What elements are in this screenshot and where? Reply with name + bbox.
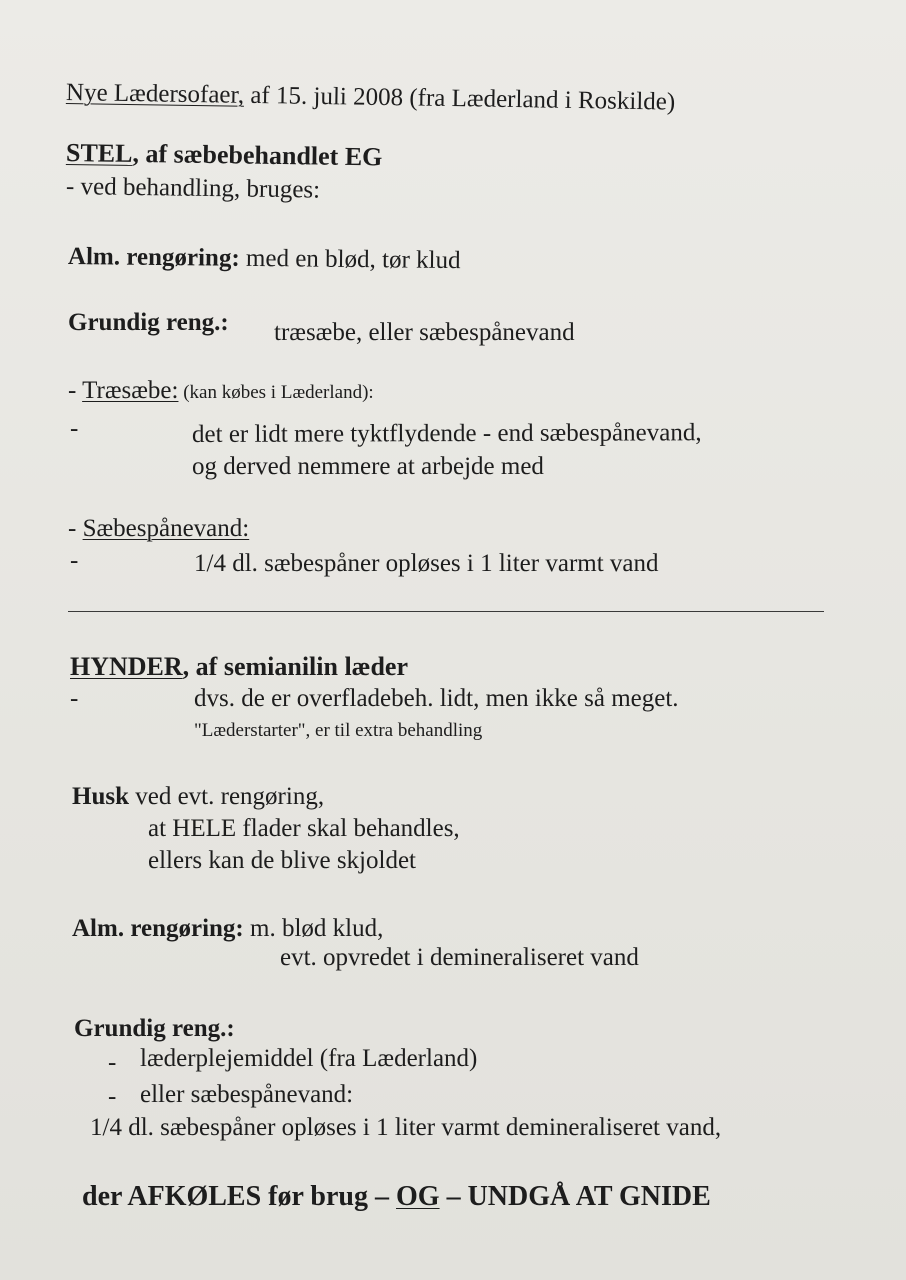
- hynder-heading-rest: , af semianilin læder: [182, 652, 409, 681]
- hynder-husk: [72, 782, 324, 812]
- hynder-alm-label: Alm. rengøring:: [72, 915, 244, 942]
- stel-traesaebe-label: Træsæbe:: [82, 377, 179, 404]
- stel-traesaebe-note: (kan købes i Læderland):: [178, 382, 374, 403]
- stel-saebespaanevand: [68, 514, 249, 544]
- hynder-husk-text: ved evt. rengøring,: [128, 783, 325, 810]
- stel-traesaebe-line1: det er lidt mere tyktflydende - end sæbespånevand,: [191, 419, 702, 448]
- header-title: Nye Lædersofaer,: [65, 79, 245, 109]
- stel-heading: [66, 138, 383, 172]
- hynder-line1: dvs. de er overfladebeh. lidt, men ikke så meget.: [194, 685, 679, 712]
- footer-warning-part1: der AFKØLES før brug –: [82, 1181, 397, 1212]
- stel-spaane-line: 1/4 dl. sæbespåner opløses i 1 liter varmt vand: [194, 550, 659, 577]
- hynder-alm-rengoring: [72, 914, 383, 944]
- stel-traesaebe-dash: -: [68, 377, 83, 404]
- stel-spaane-line-dash: -: [70, 547, 79, 574]
- hynder-line1-dash: -: [70, 685, 79, 712]
- stel-grundig-reng: [68, 308, 229, 338]
- hynder-alm-text: m. blød klud,: [243, 915, 384, 942]
- stel-spaane-dash: -: [68, 515, 83, 542]
- section-divider: [68, 611, 824, 612]
- stel-alm-rengoring: [68, 242, 461, 276]
- hynder-grundig-item1-dash: -: [108, 1049, 117, 1076]
- stel-grundig-label: Grundig reng.:: [68, 309, 229, 336]
- stel-grundig-text: træsæbe, eller sæbespånevand: [274, 319, 575, 346]
- header-date-source: af 15. juli 2008 (fra Læderland i Roskilde): [243, 81, 676, 116]
- stel-heading-label: STEL: [65, 138, 133, 168]
- hynder-husk-line2: at HELE flader skal behandles,: [148, 815, 460, 842]
- stel-heading-rest: , af sæbebehandlet EG: [132, 138, 383, 172]
- hynder-grundig-item1: læderplejemiddel (fra Læderland): [140, 1045, 478, 1072]
- hynder-alm-line2: evt. opvredet i demineraliseret vand: [280, 944, 639, 971]
- stel-traesaebe: [68, 376, 374, 408]
- hynder-grundig-label: Grundig reng.:: [74, 1015, 235, 1042]
- stel-alm-label: Alm. rengøring:: [67, 243, 240, 272]
- hynder-grundig-item2-dash: -: [108, 1083, 117, 1110]
- hynder-grundig-reng: [74, 1014, 235, 1044]
- footer-warning: [82, 1182, 711, 1212]
- hynder-grundig-line3: 1/4 dl. sæbespåner opløses i 1 liter varmt demineraliseret vand,: [90, 1114, 722, 1141]
- hynder-grundig-item2: eller sæbespånevand:: [140, 1081, 354, 1108]
- hynder-heading-label: HYNDER: [70, 652, 183, 681]
- stel-spaane-label: Sæbespånevand:: [82, 515, 250, 542]
- footer-warning-part2: – UNDGÅ AT GNIDE: [439, 1181, 711, 1212]
- hynder-husk-line3: ellers kan de blive skjoldet: [148, 847, 416, 874]
- stel-traesaebe-line1-dash: -: [70, 415, 79, 442]
- stel-alm-text: med en blød, tør klud: [239, 244, 461, 275]
- hynder-heading: [70, 652, 408, 682]
- document-header: [66, 78, 676, 118]
- hynder-husk-label: Husk: [72, 783, 129, 810]
- hynder-line2: "Læderstarter", er til extra behandling: [194, 720, 483, 741]
- stel-intro: - ved behandling, bruges:: [65, 173, 321, 204]
- footer-warning-og: OG: [396, 1181, 440, 1212]
- stel-traesaebe-line2: og derved nemmere at arbejde med: [192, 453, 544, 480]
